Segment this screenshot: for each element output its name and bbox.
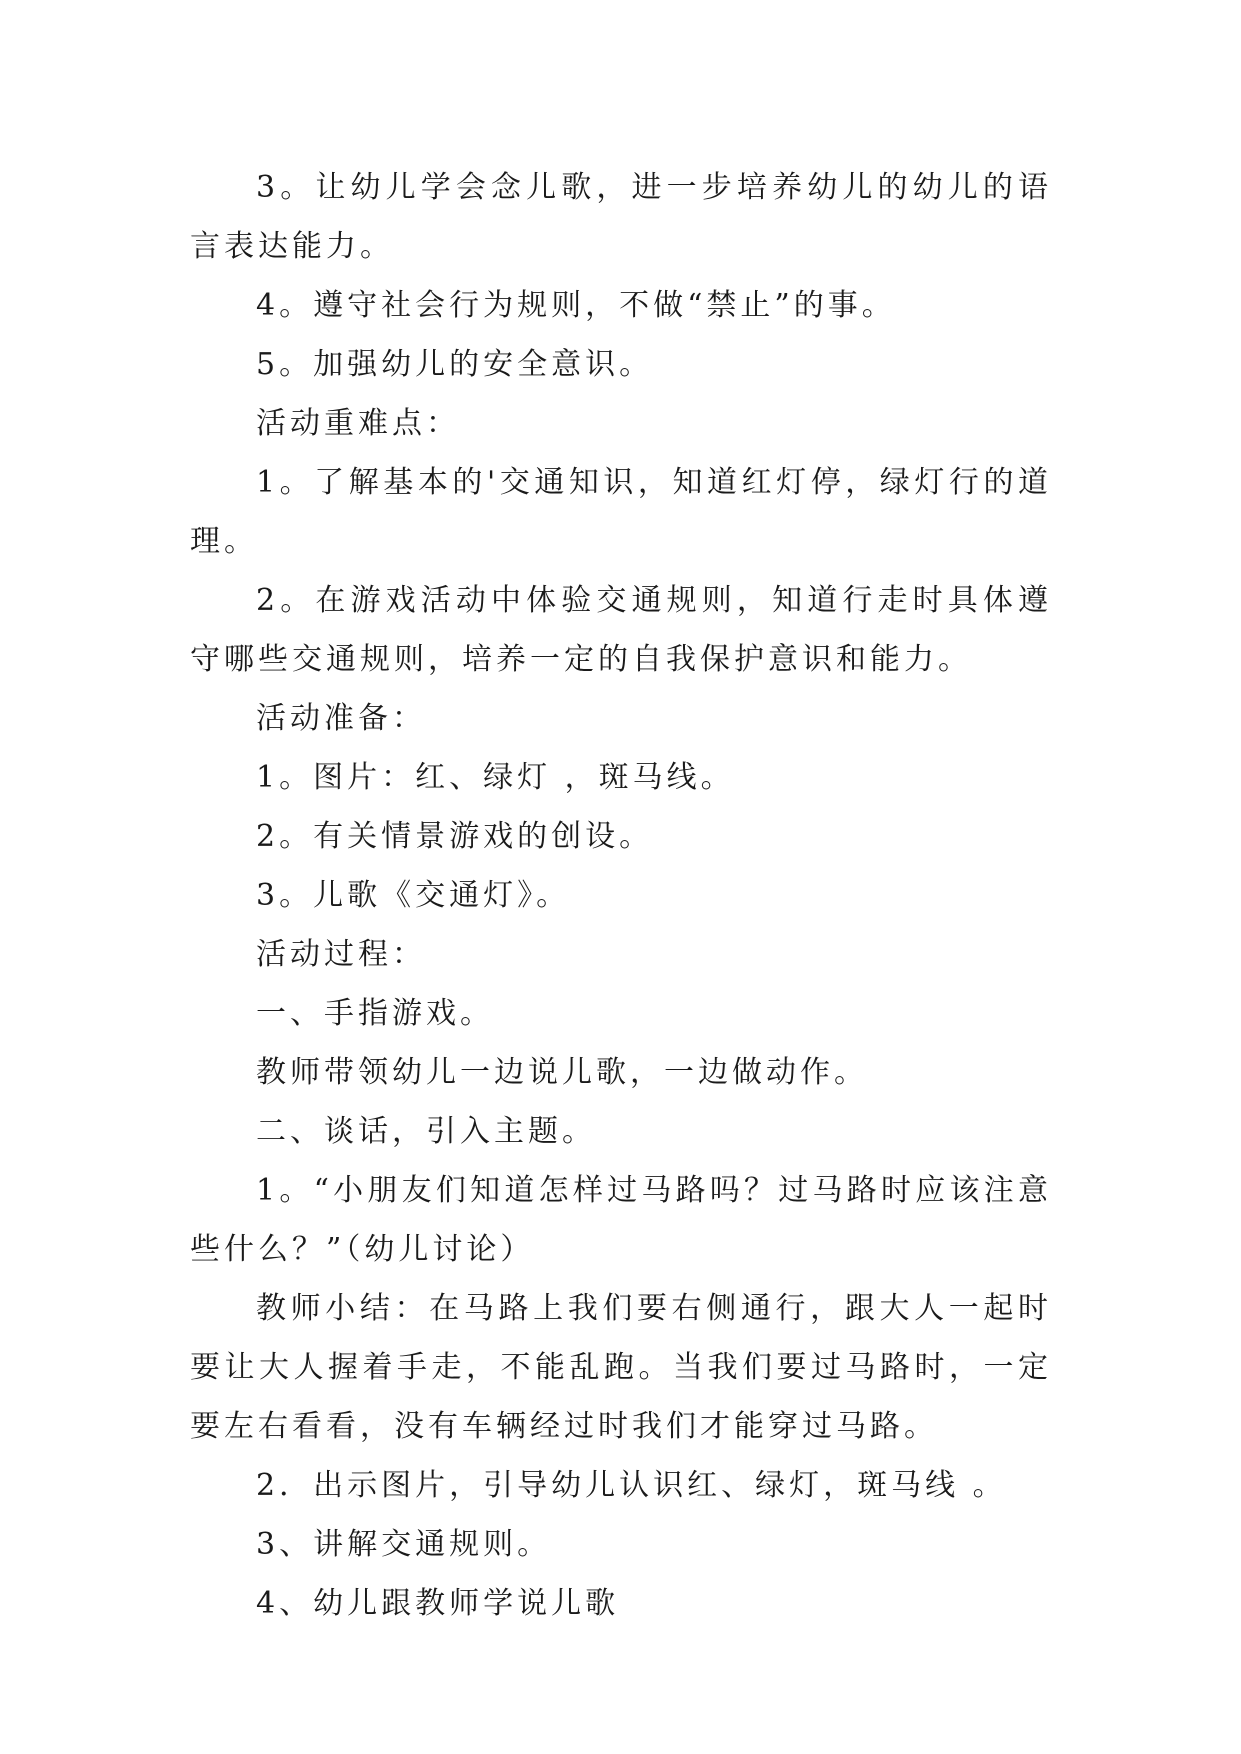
paragraph-step-two-1: 1。“小朋友们知道怎样过马路吗？过马路时应该注意些什么？”（幼儿讨论） [190,1173,1052,1267]
heading-process: 活动过程： [256,937,426,972]
paragraph-objective-5: 5。加强幼儿的安全意识。 [256,347,654,382]
paragraph-step-two-3: 3、讲解交通规则。 [256,1527,552,1562]
paragraph-step-two-4: 4、幼儿跟教师学说儿歌 [256,1586,620,1621]
paragraph-preparation-1: 1。图片：红、绿灯 ，斑马线。 [256,760,735,795]
paragraph-teacher-summary: 教师小结：在马路上我们要右侧通行，跟大人一起时要让大人握着手走，不能乱跑。当我们要过马路时，一定要左右看看，没有车辆经过时我们才能穿过马路。 [190,1291,1052,1444]
heading-preparation: 活动准备： [256,701,426,736]
paragraph-step-one-detail: 教师带领幼儿一边说儿歌，一边做动作。 [256,1055,868,1090]
paragraph-objective-4: 4。遵守社会行为规则，不做“禁止”的事。 [256,288,896,323]
paragraph-key-point-1: 1。了解基本的'交通知识，知道红灯停，绿灯行的道理。 [190,465,1052,559]
heading-key-points: 活动重难点： [256,406,460,441]
paragraph-step-one: 一、手指游戏。 [256,996,494,1031]
paragraph-step-two: 二、谈话，引入主题。 [256,1114,596,1149]
paragraph-preparation-2: 2。有关情景游戏的创设。 [256,819,654,854]
paragraph-preparation-3: 3。儿歌《交通灯》。 [256,878,571,913]
document-body [190,158,1052,1633]
paragraph-step-two-2: 2．出示图片，引导幼儿认识红、绿灯，斑马线 。 [256,1468,1007,1503]
paragraph-key-point-2: 2。在游戏活动中体验交通规则，知道行走时具体遵守哪些交通规则，培养一定的自我保护意识和能力。 [190,583,1052,677]
paragraph-objective-3: 3。让幼儿学会念儿歌，进一步培养幼儿的幼儿的语言表达能力。 [190,170,1052,264]
